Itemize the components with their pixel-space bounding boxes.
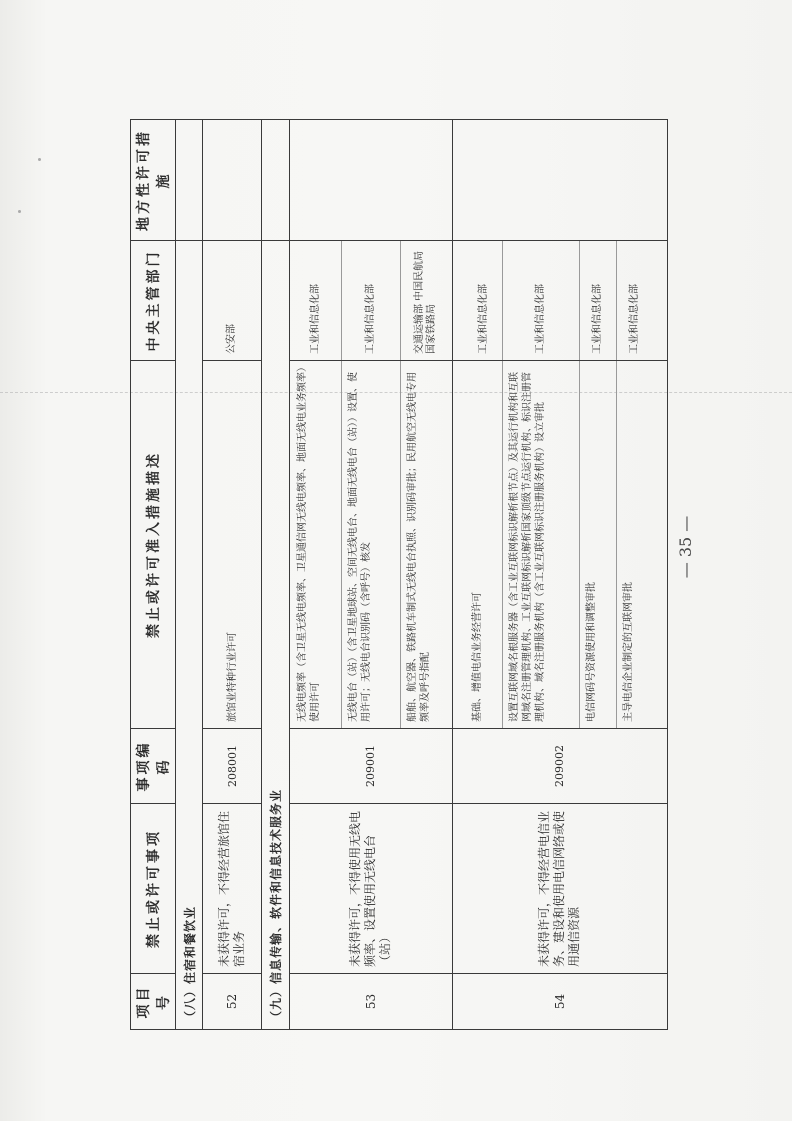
department-entry: 交通运输部 中国民航局 国家铁路局 bbox=[413, 250, 437, 354]
description-entry: 设置互联网域名根服务器（含工业互联网标识解析根节点）及其运行机构和互联网域名注册管理机构、工业互联网标识解析国家顶级节点运行机构、标识注册管理机构、域名注册服务机构（含工业互联网标识注册服务机构）设立审批 bbox=[503, 361, 580, 728]
department-entry: 工业和信息化部 bbox=[466, 241, 503, 360]
section-local-cell bbox=[176, 120, 203, 241]
row-description bbox=[452, 361, 667, 729]
table-row bbox=[452, 120, 667, 1030]
row-no: 54 bbox=[452, 974, 667, 1030]
section-title: （九）信息传输、软件和信息技术服务业 bbox=[262, 241, 289, 1030]
department-entry: 工业和信息化部 bbox=[580, 241, 617, 360]
section-local-cell bbox=[262, 120, 289, 241]
description-entry: 船舶、航空器、铁路机车制式无线电台执照、识别码审批；民用航空无线电专用频率及呼号指配 bbox=[406, 372, 431, 722]
section-title: （八）住宿和餐饮业 bbox=[176, 241, 203, 1030]
description-entry: 无线电频率（含卫星无线电频率、卫星通信网无线电频率、地面无线电业务频率）使用许可 bbox=[291, 361, 342, 728]
row-local bbox=[452, 120, 667, 241]
row-no: 53 bbox=[289, 974, 452, 1030]
description-entry: 主导电信企业制定的互联网审批 bbox=[623, 582, 635, 722]
row-local bbox=[289, 120, 452, 241]
description-entry: 基础、增值电信业务经营许可 bbox=[466, 361, 503, 728]
permit-table bbox=[130, 119, 668, 1030]
row-item: 未获得许可，不得经营电信业务、建设和使用电信网络或使用通信资源 bbox=[452, 804, 667, 974]
row-code: 209002 bbox=[452, 729, 667, 804]
department-entry: 公安部 bbox=[226, 324, 238, 354]
row-description bbox=[289, 361, 452, 729]
row-department bbox=[289, 241, 452, 361]
row-code: 209001 bbox=[289, 729, 452, 804]
description-entry: 旅馆业特种行业许可 bbox=[226, 632, 238, 722]
row-description bbox=[203, 361, 262, 729]
department-entry: 工业和信息化部 bbox=[503, 241, 580, 360]
department-entry: 工业和信息化部 bbox=[629, 284, 641, 354]
scan-speck bbox=[38, 158, 41, 161]
table-row bbox=[289, 120, 452, 1030]
row-department bbox=[203, 241, 262, 361]
row-item: 未获得许可，不得经营旅馆住宿业务 bbox=[203, 804, 262, 974]
header-local: 地方性许可措施 bbox=[131, 120, 176, 241]
header-item: 禁止或许可事项 bbox=[131, 804, 176, 974]
row-local bbox=[203, 120, 262, 241]
department-entry: 工业和信息化部 bbox=[342, 241, 401, 360]
department-entry: 工业和信息化部 bbox=[291, 241, 342, 360]
rotated-table-wrapper bbox=[130, 120, 668, 1030]
row-item: 未获得许可，不得使用无线电频率、设置使用无线电台（站） bbox=[289, 804, 452, 974]
row-code: 208001 bbox=[203, 729, 262, 804]
page-number: — 35 — bbox=[675, 515, 695, 579]
header-code: 事项编码 bbox=[131, 729, 176, 804]
row-no: 52 bbox=[203, 974, 262, 1030]
description-entry: 无线电台（站）（含卫星地球站、空间无线电台、地面无线电台（站））设置、使用许可；无线电台识别码（含呼号）核发 bbox=[342, 361, 401, 728]
row-department bbox=[452, 241, 667, 361]
description-entry: 电信网码号资源使用和调整审批 bbox=[580, 361, 617, 728]
scan-speck bbox=[18, 210, 21, 213]
header-description: 禁止或许可准入措施描述 bbox=[131, 361, 176, 729]
header-department: 中央主管部门 bbox=[131, 241, 176, 361]
section-row bbox=[262, 120, 289, 1030]
section-row bbox=[176, 120, 203, 1030]
header-project-no: 项目号 bbox=[131, 974, 176, 1030]
header-row bbox=[131, 120, 176, 1030]
table-row bbox=[203, 120, 262, 1030]
